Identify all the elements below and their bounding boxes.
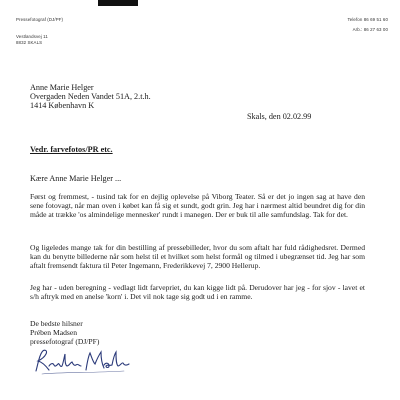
- contact-phone: Telefon 86 69 51 60: [347, 17, 388, 22]
- closing-title: pressefotograf (DJ/PF): [30, 337, 100, 346]
- closing-greeting: De bedste hilsner: [30, 319, 83, 328]
- closing-name: Prében Madsen: [30, 328, 78, 337]
- body-paragraph-2: Og ligeledes mange tak for din bestilling af pressebilleder, hvor du som aftalt har fuld rådighedsret. Dermed kan du benytte billederne når som helst til et hvilket som helst formål og tilmed i ubegrænset tid. Jeg har som aftalt fremsendt faktura til Peter Ingemann, Frederikkevej 7, 2900 Hellerup.: [30, 243, 365, 271]
- salutation: Kære Anne Marie Helger ...: [30, 174, 122, 183]
- sender-city: 8832 SKALS: [16, 40, 43, 45]
- sender-title: Pressefotograf (DJ/PF): [16, 17, 64, 22]
- recipient-name: Anne Marie Helger: [30, 83, 94, 92]
- recipient-street: Overgaden Neden Vandet 51A, 2.t.h.: [30, 92, 151, 101]
- date-line: Skals, den 02.02.99: [247, 112, 312, 121]
- handwritten-signature: [32, 344, 132, 376]
- body-paragraph-3: Jeg har - uden beregning - vedlagt lidt farvepriet, du kan kigge lidt på. Derudover har jeg - for sjov - lavet et s/h aftryk med en anelse 'korn' i. Det vil nok tage sig godt ud i en ramme.: [30, 283, 365, 302]
- body-paragraph-1: Først og fremmest, - tusind tak for en dejlig oplevelse på Viborg Teater. Så er det jo ingen sag at have den sene fotovagt, når man oven i købet kan få sig et sundt, godt grin. Jeg har i nærmest altid beundret dig for din måde at trække 'os almindelige mennesker' rundt i manegen. Der er buk til alle samfundslag. Tak for det.: [30, 192, 365, 220]
- recipient-city: 1414 København K: [30, 101, 95, 110]
- contact-work-phone: Arb.: 86 27 63 00: [352, 27, 388, 32]
- letterhead-band: [98, 0, 138, 6]
- subject-line: Vedr. farvefotos/PR etc.: [30, 145, 113, 154]
- sender-street: Vestlandsvej 11: [16, 34, 48, 39]
